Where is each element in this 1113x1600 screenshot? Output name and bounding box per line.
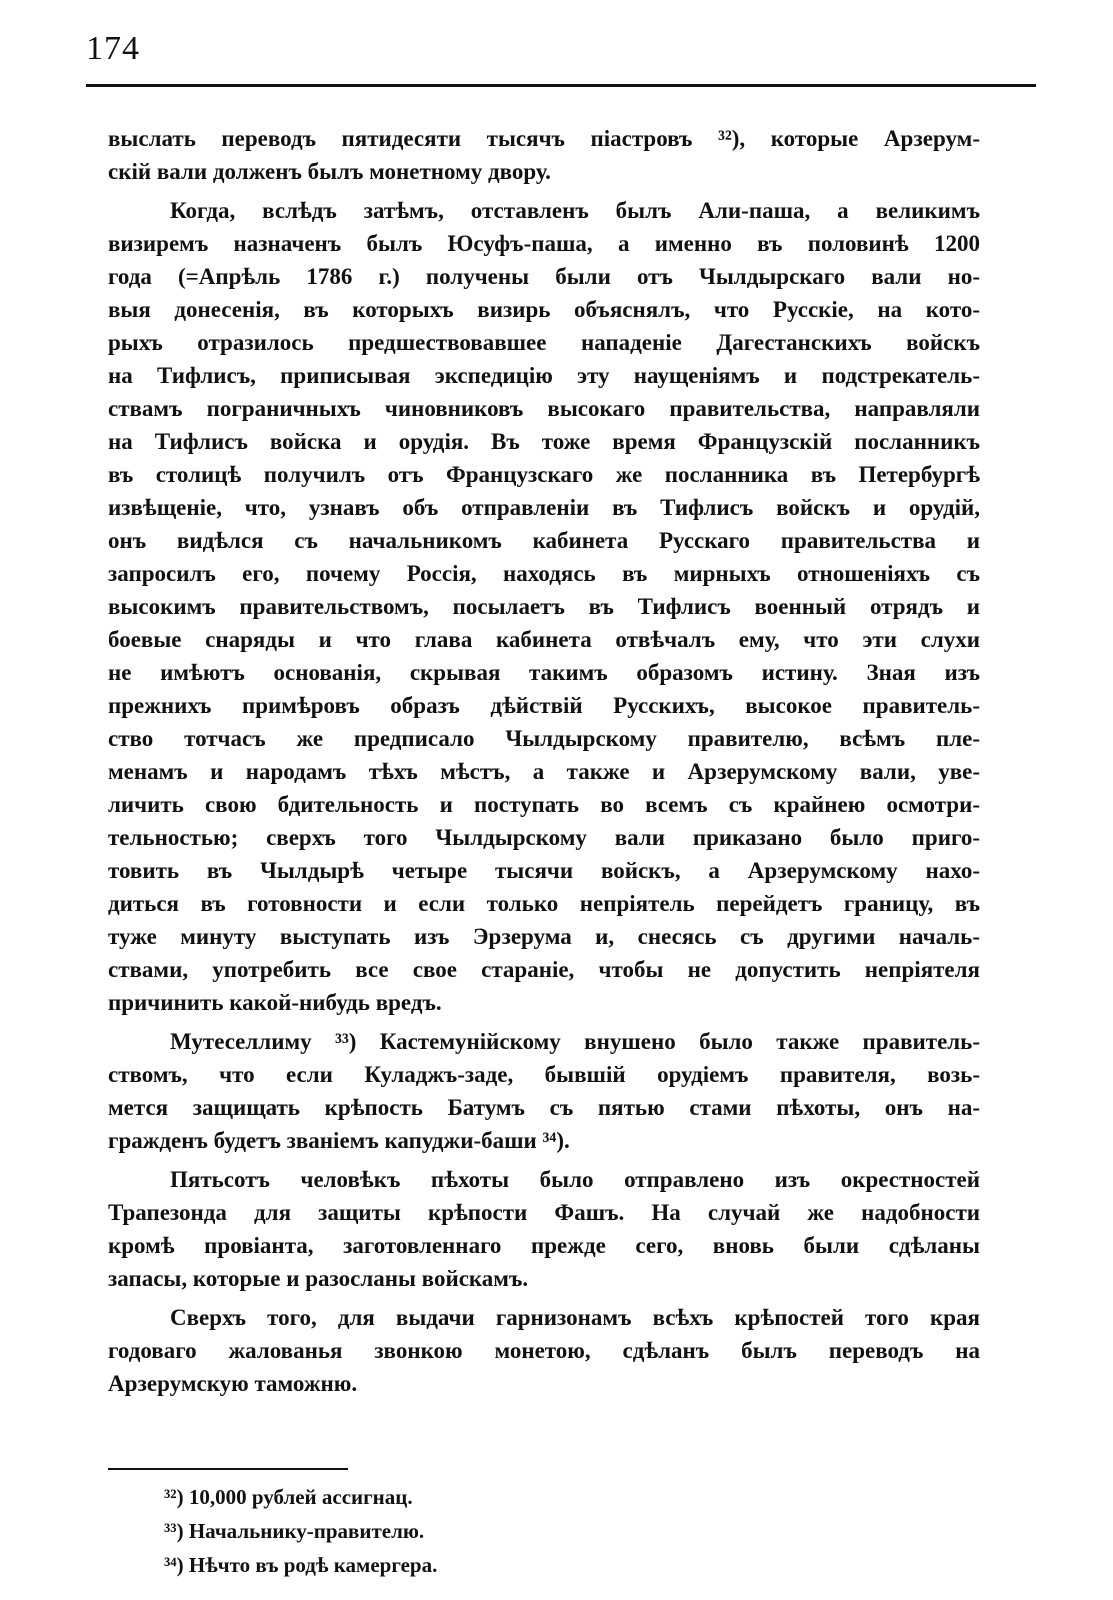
text-line: не имѣютъ основанія, скрывая такимъ образомъ истину. Зная изъ — [108, 660, 980, 685]
text-line: прежнихъ примѣровъ образъ дѣйствій Русскихъ, высокое правитель- — [108, 693, 980, 718]
paragraph — [108, 1025, 980, 1157]
text-line: Арзерумскую таможню. — [108, 1371, 358, 1396]
footnote: ³³) Начальнику-правителю. — [164, 1519, 425, 1543]
text-line: ствомъ, что если Куладжъ-заде, бывшій орудіемъ правителя, возь- — [108, 1062, 980, 1087]
footnote: ³²) 10,000 рублей ассигнац. — [164, 1485, 413, 1509]
text-line: запасы, которые и разосланы войскамъ. — [108, 1266, 529, 1291]
paragraph — [108, 1163, 980, 1295]
text-line: кромѣ провіанта, заготовленнаго прежде сего, вновь были сдѣланы — [108, 1233, 980, 1258]
text-line: Пятьсотъ человѣкъ пѣхоты было отправлено изъ окрестностей — [170, 1167, 980, 1192]
text-line: Трапезонда для защиты крѣпости Фашъ. На случай же надобности — [108, 1200, 980, 1225]
text-line: на Тифлисъ, приписывая экспедицію эту наущеніямъ и подстрекатель- — [108, 363, 980, 388]
text-line: Мутеселлиму ³³) Кастемунійскому внушено было также правитель- — [170, 1029, 980, 1054]
text-line: запросилъ его, почему Россія, находясь въ мирныхъ отношеніяхъ съ — [108, 561, 980, 586]
text-line: рыхъ отразилось предшествовавшее нападеніе Дагестанскихъ войскъ — [108, 330, 980, 355]
text-line: мется защищать крѣпость Батумъ съ пятью стами пѣхоты, онъ на- — [108, 1095, 980, 1120]
text-line: Сверхъ того, для выдачи гарнизонамъ всѣхъ крѣпостей того края — [170, 1305, 980, 1330]
text-line: выслать переводъ пятидесяти тысячъ піастровъ ³²), которые Арзерум- — [108, 126, 980, 151]
text-line: на Тифлисъ войска и орудія. Въ тоже время Французскій посланникъ — [108, 429, 980, 454]
text-line: годоваго жалованья звонкою монетою, сдѣланъ былъ переводъ на — [108, 1338, 980, 1363]
text-line: ствами, употребить все свое стараніе, чтобы не допустить непріятеля — [108, 957, 980, 982]
paragraph — [108, 194, 980, 1019]
text-line: скій вали долженъ былъ монетному двору. — [108, 159, 551, 184]
text-line: товить въ Чылдырѣ четыре тысячи войскъ, а Арзерумскому нахо- — [108, 858, 980, 883]
footnote: ³⁴) Нѣчто въ родѣ камергера. — [164, 1553, 438, 1577]
text-line: ство тотчасъ же предписало Чылдырскому правителю, всѣмъ пле- — [108, 726, 980, 751]
text-line: выя донесенія, въ которыхъ визирь объяснялъ, что Русскіе, на кото- — [108, 297, 980, 322]
text-line: туже минуту выступать изъ Эрзерума и, снесясь съ другими началь- — [108, 924, 980, 949]
text-line: года (=Апрѣль 1786 г.) получены были отъ Чылдырскаго вали но- — [108, 264, 980, 289]
text-line: гражденъ будетъ званіемъ капуджи-баши ³⁴). — [108, 1128, 570, 1153]
footnote-rule — [108, 1468, 348, 1470]
text-line: диться въ готовности и если только непріятель перейдетъ границу, въ — [108, 891, 980, 916]
text-line: ствамъ пограничныхъ чиновниковъ высокаго правительства, направляли — [108, 396, 980, 421]
text-line: въ столицѣ получилъ отъ Французскаго же посланника въ Петербургѣ — [108, 462, 980, 487]
page-number: 174 — [86, 30, 140, 67]
text-line: боевые снаряды и что глава кабинета отвѣчалъ ему, что эти слухи — [108, 627, 980, 652]
header-rule — [86, 84, 1036, 87]
body-text — [108, 122, 980, 1406]
text-line: личить свою бдительность и поступать во всемъ съ крайнею осмотри- — [108, 792, 980, 817]
text-line: высокимъ правительствомъ, посылаетъ въ Тифлисъ военный отрядъ и — [108, 594, 980, 619]
text-line: онъ видѣлся съ начальникомъ кабинета Русскаго правительства и — [108, 528, 980, 553]
text-line: визиремъ назначенъ былъ Юсуфъ-паша, а именно въ половинѣ 1200 — [108, 231, 980, 256]
paragraph — [108, 1301, 980, 1400]
footnotes — [164, 1480, 864, 1582]
text-line: менамъ и народамъ тѣхъ мѣстъ, а также и Арзерумскому вали, уве- — [108, 759, 980, 784]
text-line: причинить какой-нибудь вредъ. — [108, 990, 442, 1015]
paragraph — [108, 122, 980, 188]
text-line: извѣщеніе, что, узнавъ объ отправленіи въ Тифлисъ войскъ и орудій, — [108, 495, 980, 520]
text-line: тельностью; сверхъ того Чылдырскому вали приказано было приго- — [108, 825, 980, 850]
text-line: Когда, вслѣдъ затѣмъ, отставленъ былъ Али-паша, а великимъ — [170, 198, 980, 223]
